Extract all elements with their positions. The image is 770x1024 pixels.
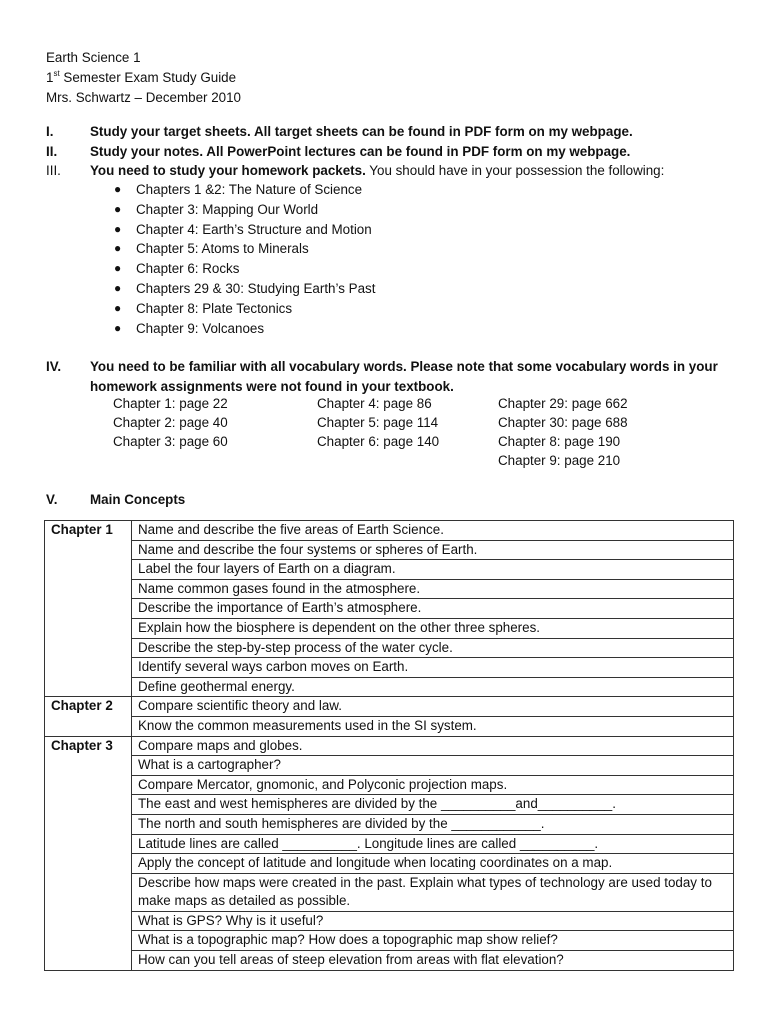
course-title: Earth Science 1 xyxy=(46,50,141,65)
bullet-icon: ● xyxy=(114,182,122,196)
list-item xyxy=(108,200,375,220)
chapter-cell xyxy=(45,951,132,971)
table-row xyxy=(45,579,734,599)
table-row xyxy=(45,814,734,834)
chapter-cell xyxy=(45,795,132,815)
concept-cell: How can you tell areas of steep elevation from areas with flat elevation? xyxy=(132,951,734,971)
concept-cell: Describe the importance of Earth’s atmosphere. xyxy=(132,599,734,619)
chapter-cell xyxy=(45,658,132,678)
section-number: IV. xyxy=(46,359,62,374)
chapter-cell xyxy=(45,618,132,638)
concept-cell: The north and south hemispheres are divided by the ____________. xyxy=(132,814,734,834)
chapter-cell: Chapter 3 xyxy=(45,736,132,756)
list-item-text: Chapters 29 & 30: Studying Earth’s Past xyxy=(136,280,376,296)
homework-packet-list xyxy=(108,180,375,338)
concept-cell: Name and describe the five areas of Earth Science. xyxy=(132,521,734,541)
bullet-icon: ● xyxy=(114,201,122,216)
section-text: Study your target sheets. All target sheets can be found in PDF form on my webpage. xyxy=(90,124,633,139)
section-text: Main Concepts xyxy=(90,492,186,507)
section-text-bold: You need to study your homework packets. xyxy=(90,163,366,178)
table-row xyxy=(45,540,734,560)
bullet-icon: ● xyxy=(114,261,122,276)
vocab-page-entry: Chapter 4: page 86 xyxy=(317,396,432,411)
concept-cell: Name and describe the four systems or spheres of Earth. xyxy=(132,540,734,560)
bullet-icon: ● xyxy=(114,221,122,236)
section-text: Study your notes. All PowerPoint lectures can be found in PDF form on my webpage. xyxy=(90,144,631,159)
document-header xyxy=(46,48,241,108)
concept-cell: Describe how maps were created in the past. Explain what types of technology are used today to make maps as detailed as possible. xyxy=(132,873,734,911)
exam-title xyxy=(46,68,241,88)
table-row xyxy=(45,716,734,736)
table-row xyxy=(45,599,734,619)
chapter-cell xyxy=(45,677,132,697)
vocab-pages-column-2 xyxy=(317,394,439,451)
chapter-cell: Chapter 1 xyxy=(45,521,132,541)
vocab-page-entry: Chapter 3: page 60 xyxy=(113,434,228,449)
concept-cell: Name common gases found in the atmosphere. xyxy=(132,579,734,599)
list-item xyxy=(108,180,375,200)
chapter-cell xyxy=(45,638,132,658)
table-row xyxy=(45,951,734,971)
chapter-cell xyxy=(45,931,132,951)
list-item xyxy=(108,259,375,279)
section-number: V. xyxy=(46,492,58,507)
section-5 xyxy=(46,490,730,510)
concept-cell: Compare scientific theory and law. xyxy=(132,697,734,717)
list-item-text: Chapter 4: Earth’s Structure and Motion xyxy=(136,221,372,237)
table-row xyxy=(45,756,734,776)
concept-cell: Compare maps and globes. xyxy=(132,736,734,756)
list-item-text: Chapter 6: Rocks xyxy=(136,261,240,277)
concept-cell: What is a cartographer? xyxy=(132,756,734,776)
concept-cell: Know the common measurements used in the SI system. xyxy=(132,716,734,736)
list-item xyxy=(108,299,375,319)
table-row xyxy=(45,795,734,815)
list-item-text: Chapter 3: Mapping Our World xyxy=(136,201,319,217)
chapter-cell xyxy=(45,854,132,874)
exam-title-superscript: st xyxy=(53,69,60,78)
vocab-page-entry: Chapter 1: page 22 xyxy=(113,396,228,411)
exam-title-number: 1 xyxy=(46,70,54,85)
chapter-cell xyxy=(45,834,132,854)
concept-cell: Describe the step-by-step process of the water cycle. xyxy=(132,638,734,658)
chapter-cell xyxy=(45,716,132,736)
section-text: You need to be familiar with all vocabulary words. Please note that some vocabulary words in your homework assignments were not found in your textbook. xyxy=(90,359,718,394)
list-item xyxy=(108,279,375,299)
bullet-icon: ● xyxy=(114,241,122,256)
vocab-page-entry: Chapter 2: page 40 xyxy=(113,415,228,430)
chapter-cell xyxy=(45,873,132,911)
chapter-cell xyxy=(45,579,132,599)
table-row xyxy=(45,560,734,580)
bullet-icon: ● xyxy=(114,320,122,335)
vocab-pages-column-1 xyxy=(113,394,228,451)
concept-cell: Define geothermal energy. xyxy=(132,677,734,697)
concept-cell: Identify several ways carbon moves on Earth. xyxy=(132,658,734,678)
table-row xyxy=(45,638,734,658)
table-row xyxy=(45,697,734,717)
section-number: III. xyxy=(46,163,61,178)
vocab-page-entry: Chapter 8: page 190 xyxy=(498,434,621,449)
vocab-page-entry: Chapter 9: page 210 xyxy=(498,453,621,468)
chapter-cell xyxy=(45,756,132,776)
concept-cell: Apply the concept of latitude and longitude when locating coordinates on a map. xyxy=(132,854,734,874)
bullet-icon: ● xyxy=(114,280,122,295)
chapter-cell xyxy=(45,911,132,931)
chapter-cell xyxy=(45,775,132,795)
table-row xyxy=(45,873,734,911)
concept-cell: What is a topographic map? How does a topographic map show relief? xyxy=(132,931,734,951)
chapter-cell xyxy=(45,599,132,619)
list-item-text: Chapters 1 &2: The Nature of Science xyxy=(136,182,363,197)
concept-cell: What is GPS? Why is it useful? xyxy=(132,911,734,931)
vocab-page-entry: Chapter 5: page 114 xyxy=(317,415,439,430)
section-number: II. xyxy=(46,144,58,159)
chapter-cell xyxy=(45,814,132,834)
list-item-text: Chapter 5: Atoms to Minerals xyxy=(136,241,309,257)
table-row xyxy=(45,521,734,541)
table-row xyxy=(45,834,734,854)
vocab-page-entry: Chapter 30: page 688 xyxy=(498,415,628,430)
section-number: I. xyxy=(46,124,54,139)
list-item-text: Chapter 8: Plate Tectonics xyxy=(136,300,293,316)
section-text xyxy=(90,161,730,181)
list-item xyxy=(108,239,375,259)
section-3 xyxy=(46,161,730,181)
concept-cell: Explain how the biosphere is dependent on the other three spheres. xyxy=(132,618,734,638)
table-row xyxy=(45,775,734,795)
table-row xyxy=(45,931,734,951)
chapter-cell: Chapter 2 xyxy=(45,697,132,717)
vocab-page-entry: Chapter 29: page 662 xyxy=(498,396,628,411)
section-1 xyxy=(46,122,730,142)
concept-cell: The east and west hemispheres are divided by the __________and__________. xyxy=(132,795,734,815)
table-row xyxy=(45,911,734,931)
vocab-page-entry: Chapter 6: page 140 xyxy=(317,434,440,449)
list-item xyxy=(108,319,375,339)
concept-cell: Label the four layers of Earth on a diagram. xyxy=(132,560,734,580)
list-item-text: Chapter 9: Volcanoes xyxy=(136,320,265,336)
concept-cell: Compare Mercator, gnomonic, and Polyconic projection maps. xyxy=(132,775,734,795)
table-row xyxy=(45,736,734,756)
table-row xyxy=(45,618,734,638)
chapter-cell xyxy=(45,560,132,580)
table-row xyxy=(45,677,734,697)
table-row xyxy=(45,658,734,678)
section-4 xyxy=(46,357,730,396)
concept-cell: Latitude lines are called __________. Longitude lines are called __________. xyxy=(132,834,734,854)
concepts-table-body xyxy=(45,521,734,971)
exam-title-text: Semester Exam Study Guide xyxy=(59,70,237,85)
list-item xyxy=(108,220,375,240)
teacher-date: Mrs. Schwartz – December 2010 xyxy=(46,90,241,105)
chapter-cell xyxy=(45,540,132,560)
bullet-icon: ● xyxy=(114,300,122,315)
vocab-pages-column-3 xyxy=(498,394,628,470)
section-text-rest: You should have in your possession the following: xyxy=(365,163,665,178)
section-2 xyxy=(46,142,730,162)
main-concepts-table xyxy=(44,520,734,971)
table-row xyxy=(45,854,734,874)
